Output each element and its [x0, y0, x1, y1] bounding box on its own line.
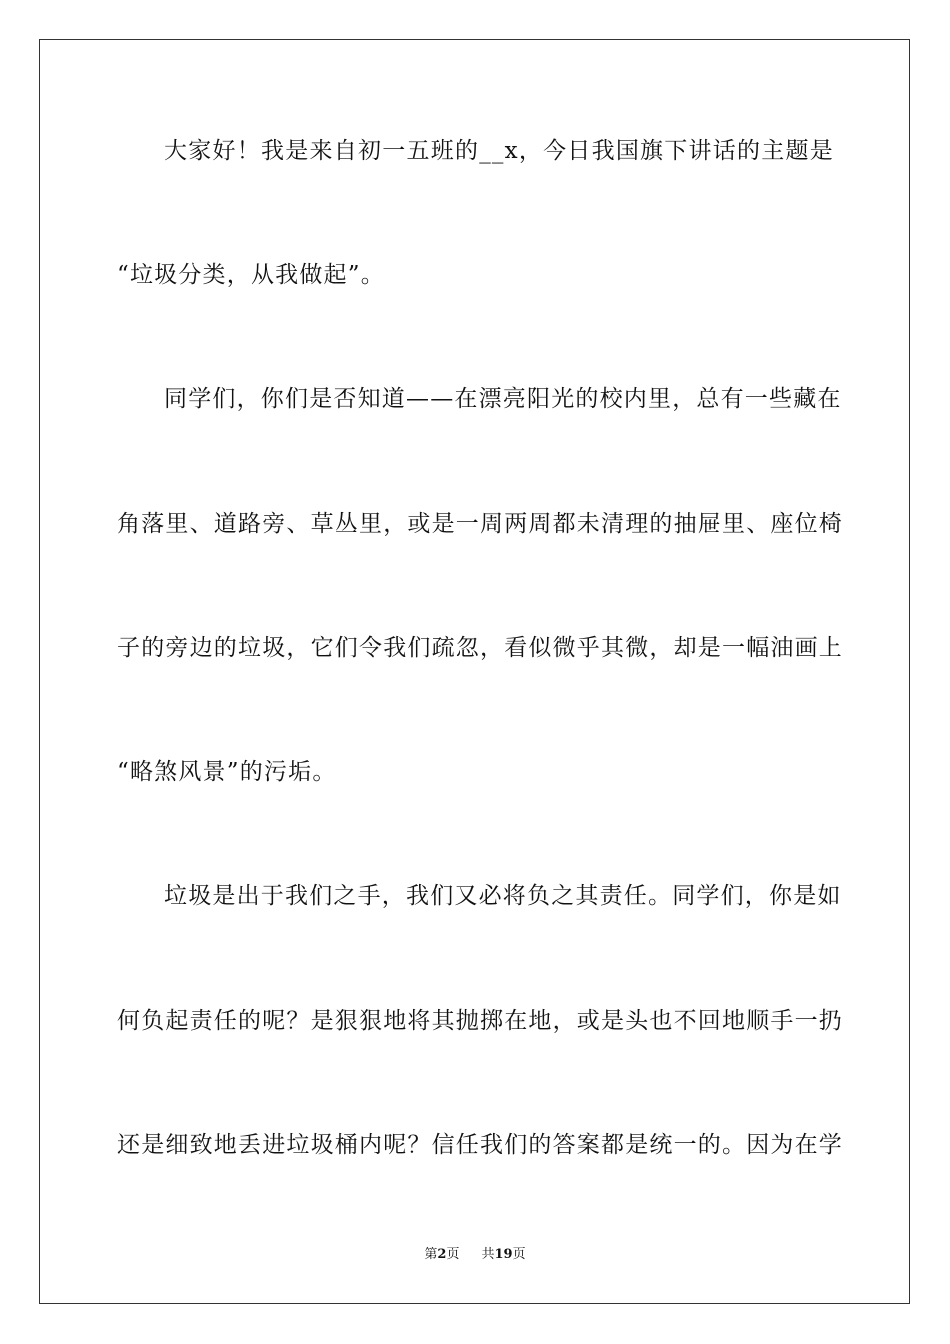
- paragraph-1-line-2: “垃圾分类，从我做起”。: [117, 262, 385, 288]
- paragraph-3-line-3: 还是细致地丢进垃圾桶内呢？信任我们的答案都是统一的。因为在学: [117, 1132, 843, 1158]
- paragraph-2-line-3: 子的旁边的垃圾，它们令我们疏忽，看似微乎其微，却是一幅油画上: [117, 635, 843, 661]
- paragraph-2-line-4: “略煞风景”的污垢。: [117, 759, 337, 785]
- footer-total-pages: 19: [494, 1247, 513, 1262]
- paragraph-3-line-2: 何负起责任的呢？是狠狠地将其抛掷在地，或是头也不回地顺手一扔: [117, 1008, 843, 1034]
- footer-page-number: 2: [437, 1247, 447, 1262]
- paragraph-3-line-1: 垃圾是出于我们之手，我们又必将负之其责任。同学们，你是如: [164, 883, 842, 909]
- footer-total-prefix: 共: [481, 1247, 495, 1262]
- footer-total-suffix: 页: [512, 1247, 526, 1262]
- paragraph-2-line-1: 同学们，你们是否知道——在漂亮阳光的校内里，总有一些藏在: [164, 386, 842, 412]
- footer-page-prefix: 第: [424, 1247, 438, 1262]
- page-footer: [0, 1246, 950, 1264]
- footer-page-suffix: 页: [446, 1247, 460, 1262]
- page-border: [39, 39, 910, 1304]
- paragraph-1-line-1: 大家好！我是来自初一五班的__x，今日我国旗下讲话的主题是: [164, 138, 834, 164]
- paragraph-2-line-2: 角落里、道路旁、草丛里，或是一周两周都未清理的抽屉里、座位椅: [117, 511, 843, 537]
